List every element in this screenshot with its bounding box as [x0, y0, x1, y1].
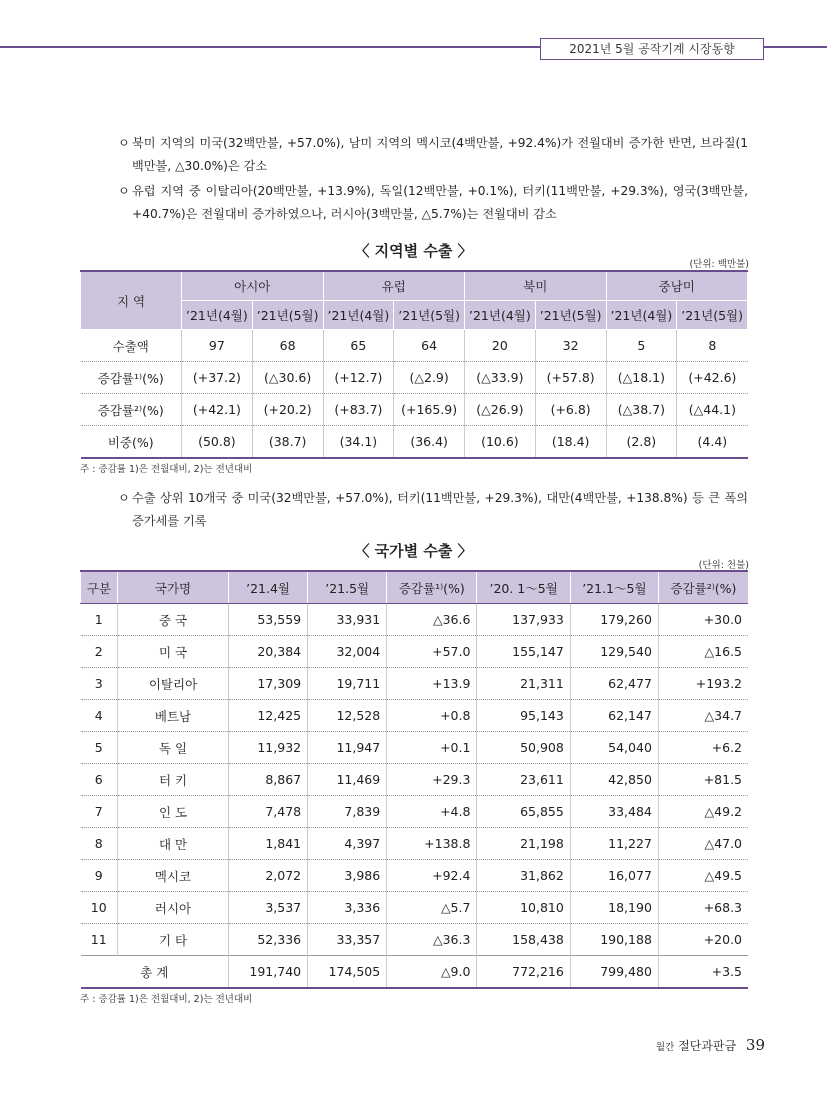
footer-small-label: 월간 — [655, 1042, 675, 1053]
page-number: 39 — [745, 1036, 765, 1054]
table-row — [81, 732, 749, 764]
table-cell: (△44.1) — [677, 394, 748, 426]
table-cell: 11,227 — [570, 828, 658, 860]
region-export-table — [80, 270, 748, 459]
table-cell: (+20.2) — [252, 394, 323, 426]
table-cell: △49.2 — [658, 796, 748, 828]
country-cell: 이탈리아 — [118, 668, 229, 700]
table-cell: (+42.1) — [182, 394, 253, 426]
table-row — [81, 668, 749, 700]
table-cell: 3,537 — [229, 892, 308, 924]
table-cell: (△38.7) — [606, 394, 677, 426]
table-cell: +29.3 — [387, 764, 477, 796]
column-header: ’21.4월 — [229, 571, 308, 604]
page-footer — [656, 1036, 765, 1054]
corner-header: 지 역 — [81, 271, 182, 330]
table-cell: (+42.6) — [677, 362, 748, 394]
table-cell: 190,188 — [570, 924, 658, 956]
table-cell: 62,147 — [570, 700, 658, 732]
table-cell: 1,841 — [229, 828, 308, 860]
country-cell: 중 국 — [118, 604, 229, 636]
table-cell: (50.8) — [182, 426, 253, 459]
bullet-text: 북미 지역의 미국(32백만불, +57.0%), 남미 지역의 멕시코(4백만불, +92.4%)가 전월대비 증가한 반면, 브라질(1백만불, △30.0%)은 감소 — [132, 136, 748, 173]
table-cell: 20 — [465, 330, 536, 362]
table-cell: 12,425 — [229, 700, 308, 732]
table-cell: (+37.2) — [182, 362, 253, 394]
table-row — [81, 330, 748, 362]
table-cell: 97 — [182, 330, 253, 362]
table-row — [81, 426, 748, 459]
table-cell: △47.0 — [658, 828, 748, 860]
table-cell: (△26.9) — [465, 394, 536, 426]
table-cell: 42,850 — [570, 764, 658, 796]
table-cell: 12,528 — [308, 700, 387, 732]
bullet-item — [118, 132, 748, 178]
period-header: ’21년(4월) — [323, 301, 394, 330]
region-header: 북미 — [465, 271, 607, 301]
table-cell: 5 — [606, 330, 677, 362]
table-cell: +0.8 — [387, 700, 477, 732]
rank-cell: 11 — [81, 924, 118, 956]
table-row — [81, 636, 749, 668]
table-cell: (+57.8) — [535, 362, 606, 394]
region-header: 아시아 — [182, 271, 324, 301]
table-cell: 10,810 — [477, 892, 570, 924]
column-header: 구분 — [81, 571, 118, 604]
table-cell: +6.2 — [658, 732, 748, 764]
table-cell: 32,004 — [308, 636, 387, 668]
table-cell: 2,072 — [229, 860, 308, 892]
table-cell: 799,480 — [570, 956, 658, 989]
table-cell: △9.0 — [387, 956, 477, 989]
table-cell: (△33.9) — [465, 362, 536, 394]
table-cell: 11,469 — [308, 764, 387, 796]
country-cell: 인 도 — [118, 796, 229, 828]
table-cell: 7,478 — [229, 796, 308, 828]
table-cell: 191,740 — [229, 956, 308, 989]
table-cell: +30.0 — [658, 604, 748, 636]
table-cell: 19,711 — [308, 668, 387, 700]
rank-cell: 1 — [81, 604, 118, 636]
table-cell: (△18.1) — [606, 362, 677, 394]
country-cell: 기 타 — [118, 924, 229, 956]
period-header: ’21년(5월) — [394, 301, 465, 330]
magazine-name: 절단과판금 — [678, 1039, 737, 1053]
row-label: 증감률²⁾(%) — [81, 394, 182, 426]
table-row — [81, 764, 749, 796]
table-cell: +20.0 — [658, 924, 748, 956]
table-cell: 17,309 — [229, 668, 308, 700]
table-cell: (10.6) — [465, 426, 536, 459]
country-export-table — [80, 570, 748, 989]
table-cell: 31,862 — [477, 860, 570, 892]
table-cell: 18,190 — [570, 892, 658, 924]
row-label: 비중(%) — [81, 426, 182, 459]
region-header: 중남미 — [606, 271, 748, 301]
table-cell: +92.4 — [387, 860, 477, 892]
bullet-item — [118, 487, 748, 533]
table-cell: 772,216 — [477, 956, 570, 989]
table-cell: +4.8 — [387, 796, 477, 828]
rank-cell: 2 — [81, 636, 118, 668]
country-cell: 터 키 — [118, 764, 229, 796]
period-header: ’21년(4월) — [606, 301, 677, 330]
table-cell: △49.5 — [658, 860, 748, 892]
table-cell: 21,311 — [477, 668, 570, 700]
bullet-mark: ㅇ — [118, 491, 130, 505]
table-cell: (△2.9) — [394, 362, 465, 394]
row-label: 수출액 — [81, 330, 182, 362]
table-cell: 65 — [323, 330, 394, 362]
table-row — [81, 796, 749, 828]
column-header: 국가명 — [118, 571, 229, 604]
region-table-unit: (단위: 백만불) — [689, 259, 749, 270]
column-header: ’21.5월 — [308, 571, 387, 604]
table-row — [81, 604, 749, 636]
period-header: ’21년(5월) — [677, 301, 748, 330]
table-cell: +57.0 — [387, 636, 477, 668]
table-cell: (+83.7) — [323, 394, 394, 426]
table-cell: 8 — [677, 330, 748, 362]
table-cell: △36.3 — [387, 924, 477, 956]
column-header: ’21.1～5월 — [570, 571, 658, 604]
table-cell: 174,505 — [308, 956, 387, 989]
table-cell: △36.6 — [387, 604, 477, 636]
bullet-mark: ㅇ — [118, 136, 130, 150]
table-cell: (+165.9) — [394, 394, 465, 426]
table-cell: 11,947 — [308, 732, 387, 764]
table-cell: (34.1) — [323, 426, 394, 459]
column-header: 증감률¹⁾(%) — [387, 571, 477, 604]
region-header: 유럽 — [323, 271, 465, 301]
country-cell: 러시아 — [118, 892, 229, 924]
period-header: ’21년(5월) — [252, 301, 323, 330]
table-cell: (36.4) — [394, 426, 465, 459]
table-cell: 3,986 — [308, 860, 387, 892]
table-cell: 32 — [535, 330, 606, 362]
table-cell: 129,540 — [570, 636, 658, 668]
table-cell: 68 — [252, 330, 323, 362]
table-cell: △16.5 — [658, 636, 748, 668]
table-cell: 4,397 — [308, 828, 387, 860]
table-cell: 95,143 — [477, 700, 570, 732]
table-cell: 33,357 — [308, 924, 387, 956]
column-header: ’20. 1～5월 — [477, 571, 570, 604]
total-row — [81, 956, 749, 989]
table-cell: (2.8) — [606, 426, 677, 459]
table-cell: 54,040 — [570, 732, 658, 764]
period-header: ’21년(4월) — [465, 301, 536, 330]
period-header: ’21년(4월) — [182, 301, 253, 330]
table-cell: △34.7 — [658, 700, 748, 732]
table-row — [81, 700, 749, 732]
rank-cell: 4 — [81, 700, 118, 732]
table-cell: 52,336 — [229, 924, 308, 956]
table-cell: +0.1 — [387, 732, 477, 764]
table-cell: 158,438 — [477, 924, 570, 956]
country-cell: 독 일 — [118, 732, 229, 764]
bullet-text: 수출 상위 10개국 중 미국(32백만불, +57.0%), 터키(11백만불, +29.3%), 대만(4백만불, +138.8%) 등 큰 폭의 증가세를 기록 — [132, 491, 748, 528]
table-cell: 8,867 — [229, 764, 308, 796]
table-cell: (38.7) — [252, 426, 323, 459]
country-table-unit: (단위: 천불) — [698, 560, 749, 571]
table-cell: +68.3 — [658, 892, 748, 924]
table-cell: 23,611 — [477, 764, 570, 796]
table-cell: △5.7 — [387, 892, 477, 924]
table-cell: (4.4) — [677, 426, 748, 459]
table-row — [81, 924, 749, 956]
table-row — [81, 892, 749, 924]
table-cell: (18.4) — [535, 426, 606, 459]
table-cell: 3,336 — [308, 892, 387, 924]
rank-cell: 8 — [81, 828, 118, 860]
table-cell: 137,933 — [477, 604, 570, 636]
row-label: 증감률¹⁾(%) — [81, 362, 182, 394]
table-cell: (+12.7) — [323, 362, 394, 394]
rank-cell: 7 — [81, 796, 118, 828]
rank-cell: 6 — [81, 764, 118, 796]
rank-cell: 3 — [81, 668, 118, 700]
bullet-text: 유럽 지역 중 이탈리아(20백만불, +13.9%), 독일(12백만불, +0.1%), 터키(11백만불, +29.3%), 영국(3백만불, +40.7%)은 전월대비 증가하였으나, 러시아(3백만불, △5.7%)는 전월대비 감소 — [132, 184, 748, 221]
table-cell: 7,839 — [308, 796, 387, 828]
bullet-item — [118, 180, 748, 226]
table-cell: (+6.8) — [535, 394, 606, 426]
table-cell: 155,147 — [477, 636, 570, 668]
table-row — [81, 394, 748, 426]
table-cell: 50,908 — [477, 732, 570, 764]
table-cell: 62,477 — [570, 668, 658, 700]
table-cell: 53,559 — [229, 604, 308, 636]
region-table-note: 주 : 증감률 1)은 전월대비, 2)는 전년대비 — [80, 464, 253, 475]
bullet-mark: ㅇ — [118, 184, 130, 198]
table-cell: +81.5 — [658, 764, 748, 796]
table-cell: 33,484 — [570, 796, 658, 828]
table-cell: +193.2 — [658, 668, 748, 700]
country-cell: 멕시코 — [118, 860, 229, 892]
table-cell: +3.5 — [658, 956, 748, 989]
table-row — [81, 860, 749, 892]
country-cell: 대 만 — [118, 828, 229, 860]
table-row — [81, 828, 749, 860]
country-table-caption: 〈 국가별 수출 〉 — [354, 542, 473, 560]
table-cell: +138.8 — [387, 828, 477, 860]
rank-cell: 9 — [81, 860, 118, 892]
table-row — [81, 362, 748, 394]
running-header: 2021년 5월 공작기계 시장동향 — [540, 38, 764, 60]
country-table-note: 주 : 증감률 1)은 전월대비, 2)는 전년대비 — [80, 994, 253, 1005]
column-header: 증감률²⁾(%) — [658, 571, 748, 604]
table-cell: 20,384 — [229, 636, 308, 668]
table-cell: +13.9 — [387, 668, 477, 700]
table-cell: (△30.6) — [252, 362, 323, 394]
country-cell: 미 국 — [118, 636, 229, 668]
rank-cell: 5 — [81, 732, 118, 764]
table-cell: 179,260 — [570, 604, 658, 636]
table-cell: 21,198 — [477, 828, 570, 860]
total-label: 총 계 — [81, 956, 229, 989]
table-cell: 33,931 — [308, 604, 387, 636]
period-header: ’21년(5월) — [535, 301, 606, 330]
table-cell: 64 — [394, 330, 465, 362]
country-cell: 베트남 — [118, 700, 229, 732]
table-cell: 16,077 — [570, 860, 658, 892]
region-table-caption: 〈 지역별 수출 〉 — [354, 242, 473, 260]
table-cell: 65,855 — [477, 796, 570, 828]
rank-cell: 10 — [81, 892, 118, 924]
table-cell: 11,932 — [229, 732, 308, 764]
